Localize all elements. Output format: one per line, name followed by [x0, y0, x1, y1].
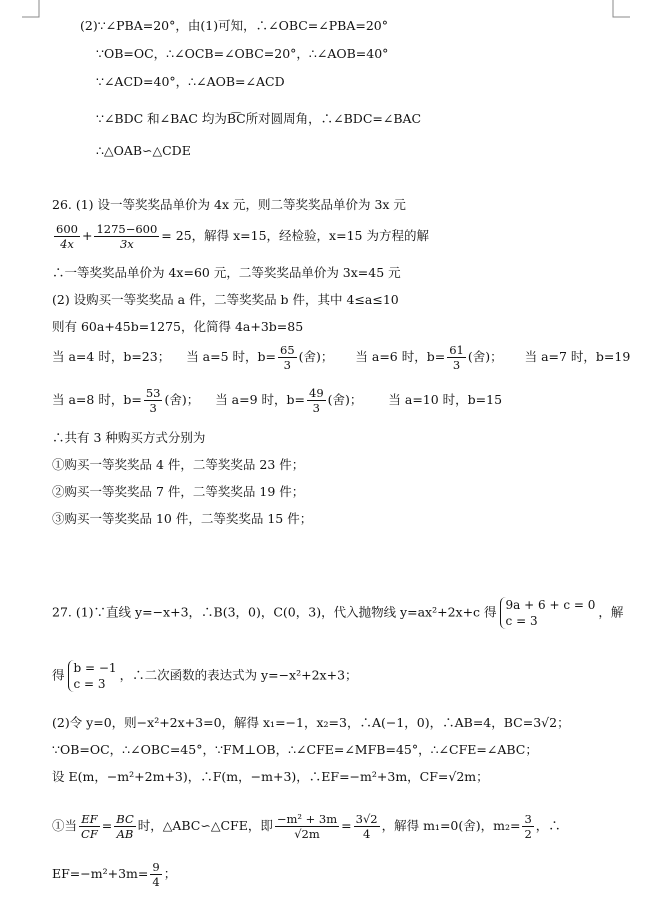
q26-line-4: (2) 设购买一等奖奖品 a 件，二等奖奖品 b 件，其中 4≤a≤10 — [52, 292, 399, 307]
q27-line-6: ①当 $\frac{EF}{CF}$ = $\frac{BC}{AB}$ 时，△ABC∽△CFE，即 $\frac{\text{−m² + 3m}}{√2m}$ = $\frac{3√2}{4}$ ，解得 m₁=0(舍)，m₂= $\frac{3}{2}$ ，∴ — [52, 812, 561, 841]
fraction: $\frac{1275-600}{3x}$ — [96, 222, 158, 251]
fraction: $\frac{BC}{AB}$ — [116, 812, 134, 841]
q25-line-4: ∵∠BDC 和∠BAC 均为B͡C所对圆周角，∴∠BDC=∠BAC — [96, 111, 422, 126]
fraction: $\frac{3√2}{4}$ — [355, 812, 378, 841]
corner-mark-left — [22, 0, 40, 18]
q25-line-1: (2)∵∠PBA=20°，由(1)可知，∴∠OBC=∠PBA=20° — [80, 18, 388, 33]
fraction: $\frac{9}{4}$ — [152, 860, 160, 889]
q25-line-3: ∵∠ACD=40°，∴∠AOB=∠ACD — [96, 74, 285, 89]
q27-line-5: 设 E(m，−m²+2m+3)，∴F(m，−m+3)，∴EF=−m²+3m，CF=√2m； — [52, 769, 489, 784]
corner-mark-right — [612, 0, 630, 18]
q26-line-3: ∴一等奖奖品单价为 4x=60 元，二等奖奖品单价为 3x=45 元 — [52, 265, 401, 280]
q27-line-1: 27. (1)∵直线 y=−x+3，∴B(3，0)，C(0，3)，代入抛物线 y=ax²+2x+c 得 9a + 6 + c = 0 c = 3 ，解 — [52, 598, 624, 628]
q26-case-row-1: 当 a=4 时，b=23； 当 a=5 时，b= $\frac{65}{3}$ (舍)； 当 a=6 时，b= $\frac{61}{3}$ (舍)； 当 a=7 时，b=19 — [52, 343, 631, 372]
q26-line-1: 26. (1) 设一等奖奖品单价为 4x 元，则二等奖奖品单价为 3x 元 — [52, 197, 406, 212]
equation-system: 9a + 6 + c = 0 c = 3 — [500, 597, 596, 629]
q26-option-3: ③购买一等奖奖品 10 件，二等奖奖品 15 件； — [52, 511, 313, 526]
q27-line-2: 得 b = −1 c = 3 ，∴二次函数的表达式为 y=−x²+2x+3； — [52, 661, 358, 691]
q27-line-7: EF=−m²+3m= $\frac{9}{4}$ ； — [52, 860, 177, 889]
fraction: $\frac{3}{2}$ — [524, 812, 532, 841]
fraction: $\frac{61}{3}$ — [449, 343, 464, 372]
q26-line-5: 则有 60a+45b=1275，化简得 4a+3b=85 — [52, 319, 304, 334]
q26-case-row-2: 当 a=8 时，b= $\frac{53}{3}$ (舍)； 当 a=9 时，b= $\frac{49}{3}$ (舍)； 当 a=10 时，b=15 — [52, 386, 503, 415]
q25-line-2: ∵OB=OC，∴∠OCB=∠OBC=20°，∴∠AOB=40° — [96, 46, 389, 61]
q26-line-8: ∴共有 3 种购买方式分别为 — [52, 430, 206, 445]
fraction: $\frac{\text{−m² + 3m}}{√2m}$ — [276, 812, 338, 841]
fraction: $\frac{EF}{CF}$ — [81, 812, 98, 841]
fraction: $\frac{49}{3}$ — [309, 386, 324, 415]
q26-option-2: ②购买一等奖奖品 7 件，二等奖奖品 19 件； — [52, 484, 305, 499]
fraction: $\frac{600}{4x}$ — [56, 222, 78, 251]
q26-equation: $\frac{600}{4x}$ + $\frac{1275-600}{3x}$ = 25，解得 x=15，经检验，x=15 为方程的解 — [56, 222, 429, 251]
q26-option-1: ①购买一等奖奖品 4 件，二等奖奖品 23 件； — [52, 457, 305, 472]
q25-line-5: ∴△OAB∽△CDE — [96, 143, 191, 158]
equation-system: b = −1 c = 3 — [68, 660, 117, 692]
fraction: $\frac{53}{3}$ — [145, 386, 161, 415]
q27-line-4: ∵OB=OC，∴∠OBC=45°，∵FM⊥OB，∴∠CFE=∠MFB=45°，∴∠CFE=∠ABC； — [52, 742, 538, 757]
fraction: $\frac{65}{3}$ — [280, 343, 295, 372]
q27-line-3: (2)令 y=0，则−x²+2x+3=0，解得 x₁=−1，x₂=3，∴A(−1，0)，∴AB=4，BC=3√2； — [52, 715, 570, 730]
